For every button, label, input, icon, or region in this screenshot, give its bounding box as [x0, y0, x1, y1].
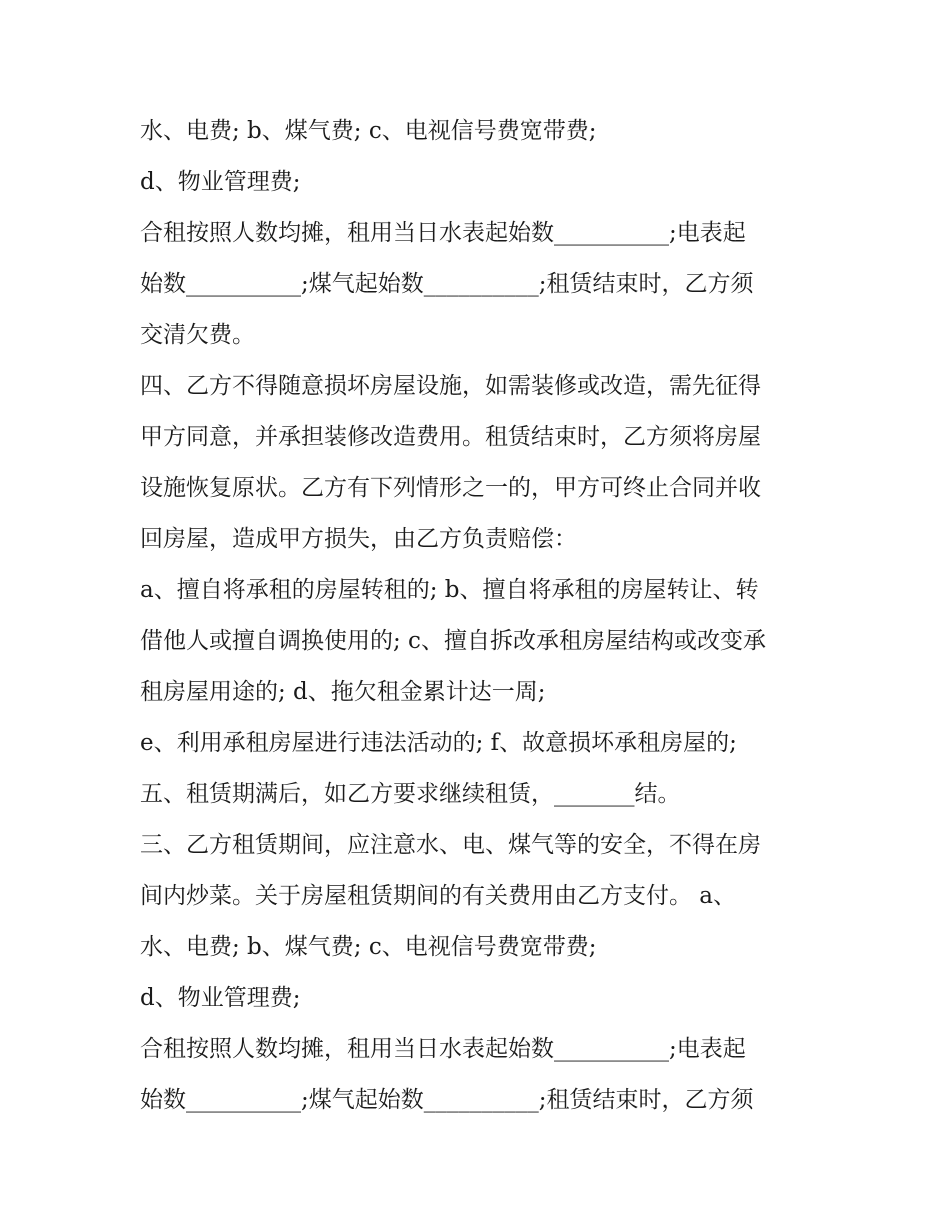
text-line: 水、电费; b、煤气费; c、电视信号费宽带费; — [140, 934, 597, 960]
text-line: 甲方同意，并承担装修改造费用。租赁结束时，乙方须将房屋 — [140, 424, 761, 450]
text-line: a、擅自将承租的房屋转租的; b、擅自将承租的房屋转让、转 — [140, 577, 759, 603]
text-line: 水、电费; b、煤气费; c、电视信号费宽带费; — [140, 118, 597, 144]
text-line: d、物业管理费; — [140, 985, 301, 1011]
text-line: 回房屋，造成甲方损失，由乙方负责赔偿： — [140, 526, 577, 552]
text-line: 五、租赁期满后，如乙方要求继续租赁，_______结。 — [140, 781, 681, 807]
text-line: 始数__________;煤气起始数__________;租赁结束时，乙方须 — [140, 271, 754, 297]
text-line: 交清欠费。 — [140, 322, 255, 348]
text-line: 间内炒菜。关于房屋租赁期间的有关费用由乙方支付。 a、 — [140, 883, 737, 909]
document-body — [140, 106, 820, 1126]
text-line: 租房屋用途的; d、拖欠租金累计达一周; — [140, 679, 546, 705]
text-line: 合租按照人数均摊，租用当日水表起始数__________;电表起 — [140, 1036, 746, 1062]
text-line: 三、乙方租赁期间，应注意水、电、煤气等的安全，不得在房 — [140, 832, 761, 858]
text-line: 借他人或擅自调换使用的; c、擅自拆改承租房屋结构或改变承 — [140, 628, 766, 654]
text-line: d、物业管理费; — [140, 169, 301, 195]
text-line: 设施恢复原状。乙方有下列情形之一的，甲方可终止合同并收 — [140, 475, 761, 501]
text-line: 合租按照人数均摊，租用当日水表起始数__________;电表起 — [140, 220, 746, 246]
text-line: 四、乙方不得随意损坏房屋设施，如需装修或改造，需先征得 — [140, 373, 761, 399]
text-line: e、利用承租房屋进行违法活动的; f、故意损坏承租房屋的; — [140, 730, 737, 756]
text-line: 始数__________;煤气起始数__________;租赁结束时，乙方须 — [140, 1087, 754, 1113]
